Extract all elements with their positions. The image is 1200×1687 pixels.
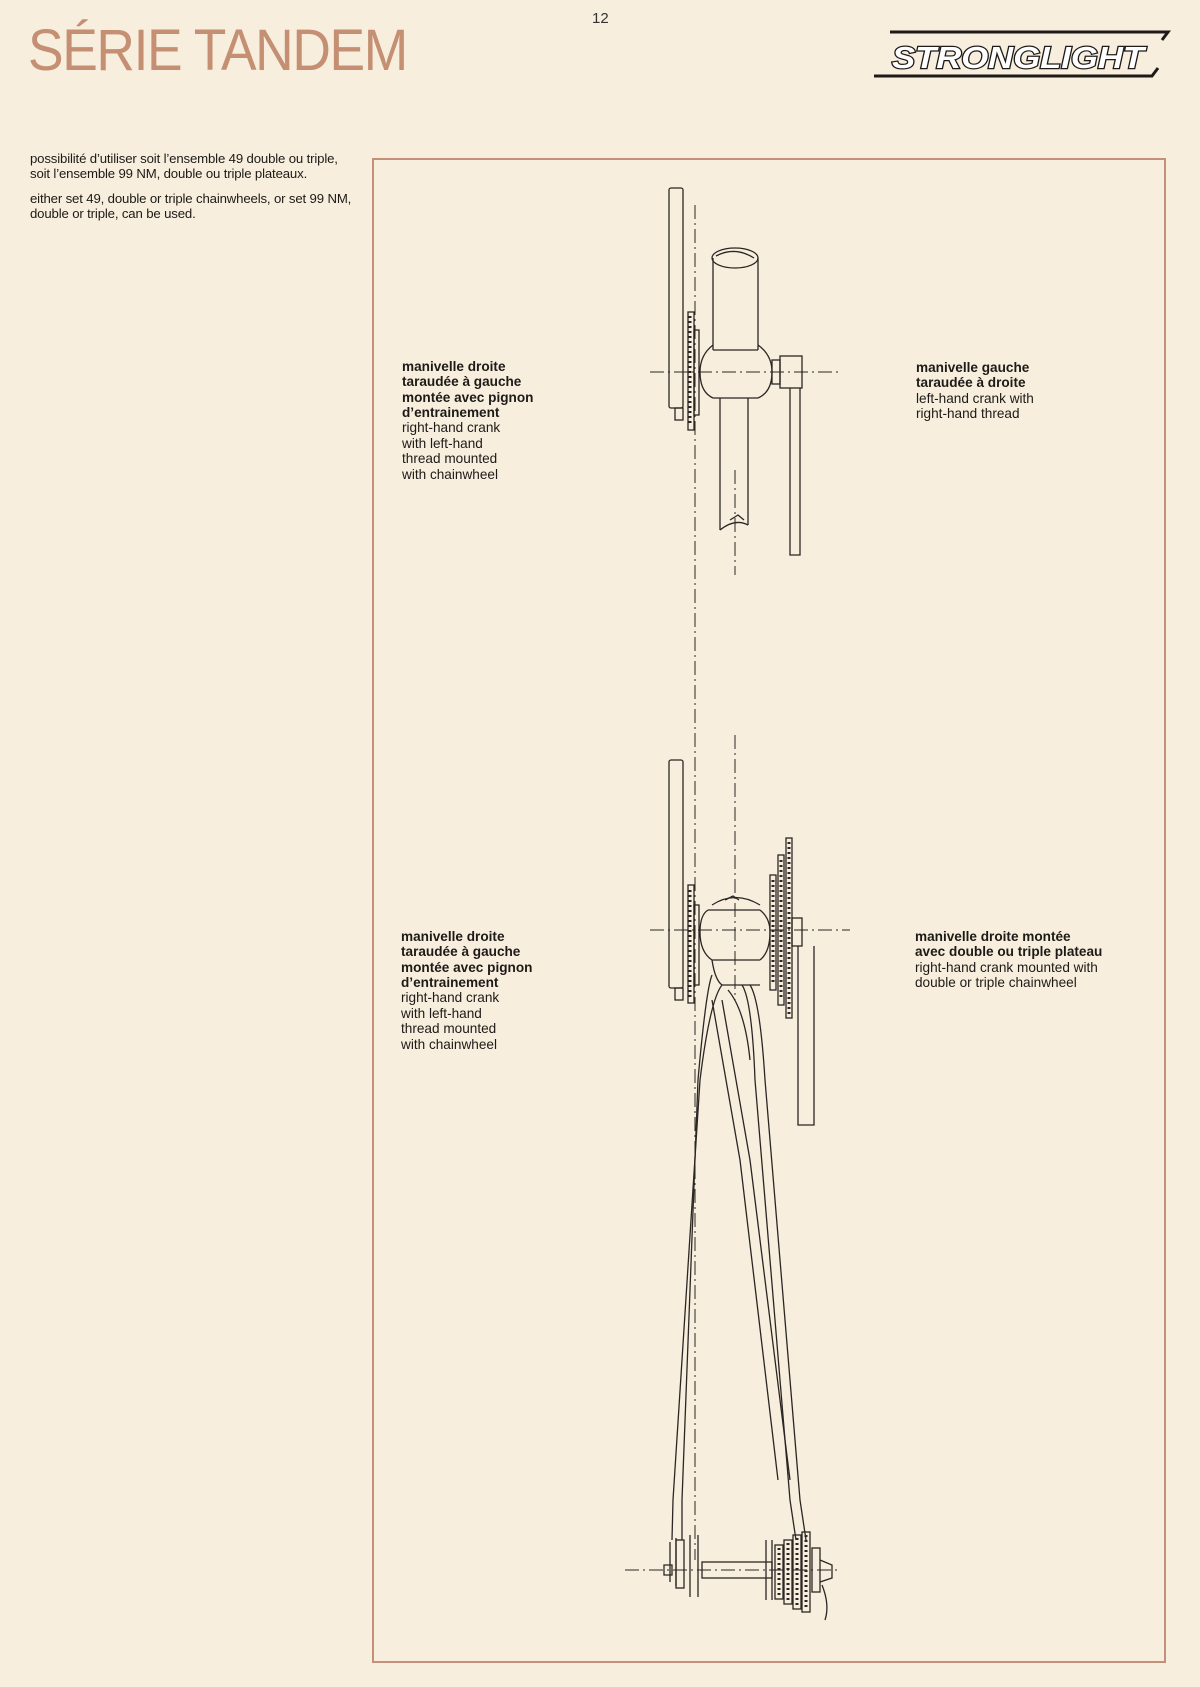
label-english: right-hand crank with left-hand thread mounted with chainwheel [401,990,500,1052]
intro-french: possibilité d’utiliser soit l’ensemble 49 double ou triple, soit l’ensemble 99 NM, double ou triple plateaux. [30,151,338,181]
centerlines [625,205,850,1570]
intro-english: either set 49, double or triple chainwheels, or set 99 NM, double or triple, can be used. [30,190,352,221]
label-rear-right-crank [401,929,532,1052]
rear-crankset [669,760,814,1540]
label-french: manivelle gauche taraudée à droite [916,360,1030,391]
label-french: manivelle droite taraudée à gauche montée avec pignon d’entrainement [402,359,534,421]
freewheel-cogs [775,1532,810,1612]
page-number: 12 [592,10,609,27]
label-rear-right-crank-plateau [915,929,1102,990]
label-english: right-hand crank with left-hand thread mounted with chainwheel [402,420,501,482]
rear-chainrings [770,838,792,1018]
page-title: SÉRIE TANDEM [28,18,407,83]
label-english: left-hand crank with right-hand thread [916,390,1034,422]
rear-hub [664,1532,832,1620]
logo-text: STRONGLIGHT [892,40,1148,75]
front-sprocket [688,312,699,430]
label-french: manivelle droite taraudée à gauche montée avec pignon d’entrainement [401,929,533,991]
label-front-right-crank [402,359,533,482]
label-english: right-hand crank mounted with double or triple chainwheel [915,959,1098,991]
label-front-left-crank [916,360,1034,421]
label-french: manivelle droite montée avec double ou triple plateau [915,929,1103,960]
